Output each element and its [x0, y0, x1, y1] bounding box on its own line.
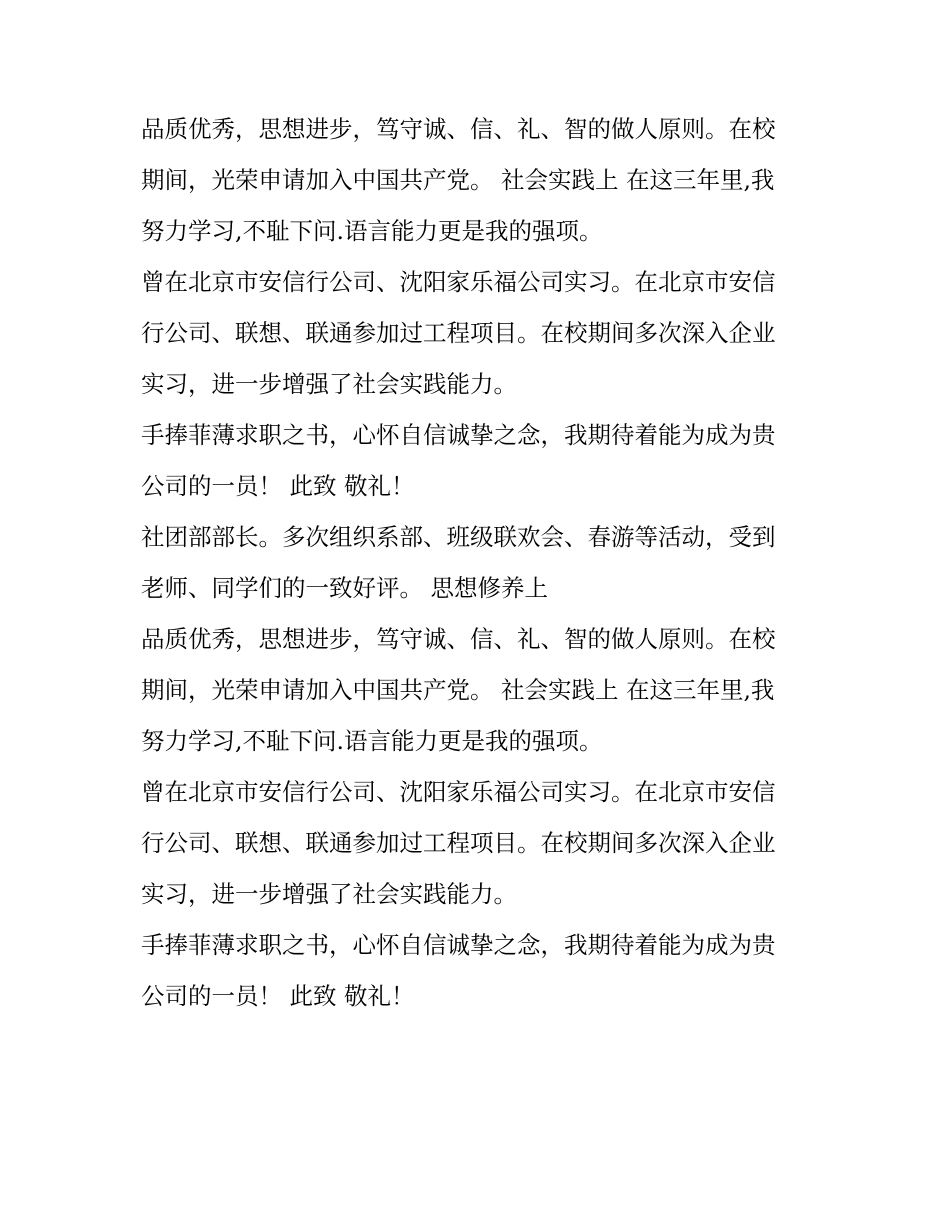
- paragraph-closing-repeat: [141, 920, 821, 1022]
- text-line: 期间，光荣申请加入中国共产党。 社会实践上 在这三年里,我: [141, 676, 775, 704]
- paragraph-internship-repeat: [141, 767, 821, 920]
- paragraph-internship: [141, 257, 821, 410]
- text-line: 努力学习,不耻下问.语言能力更是我的强项。: [141, 217, 603, 245]
- text-line: 实习，进一步增强了社会实践能力。: [141, 370, 517, 398]
- text-line: 公司的一员！ 此致 敬礼！: [141, 472, 415, 500]
- text-line: 行公司、联想、联通参加过工程项目。在校期间多次深入企业: [141, 829, 776, 857]
- text-line: 品质优秀，思想进步，笃守诚、信、礼、智的做人原则。在校: [141, 625, 776, 653]
- paragraph-quality-repeat: [141, 614, 821, 767]
- text-line: 曾在北京市安信行公司、沈阳家乐福公司实习。在北京市安信: [141, 778, 776, 806]
- text-line: 社团部部长。多次组织系部、班级联欢会、春游等活动，受到: [141, 523, 776, 551]
- text-line: 实习，进一步增强了社会实践能力。: [141, 880, 517, 908]
- text-line: 努力学习,不耻下问.语言能力更是我的强项。: [141, 727, 603, 755]
- text-line: 手捧菲薄求职之书，心怀自信诚挚之念，我期待着能为成为贵: [141, 931, 776, 959]
- text-line: 公司的一员！ 此致 敬礼！: [141, 982, 415, 1010]
- text-line: 手捧菲薄求职之书，心怀自信诚挚之念，我期待着能为成为贵: [141, 421, 776, 449]
- text-line: 行公司、联想、联通参加过工程项目。在校期间多次深入企业: [141, 319, 776, 347]
- document-page: [141, 104, 821, 1022]
- paragraph-club: [141, 512, 821, 614]
- text-line: 老师、同学们的一致好评。 思想修养上: [141, 574, 548, 602]
- text-line: 品质优秀，思想进步，笃守诚、信、礼、智的做人原则。在校: [141, 115, 776, 143]
- text-line: 曾在北京市安信行公司、沈阳家乐福公司实习。在北京市安信: [141, 268, 776, 296]
- text-line: 期间，光荣申请加入中国共产党。 社会实践上 在这三年里,我: [141, 166, 775, 194]
- paragraph-quality: [141, 104, 821, 257]
- paragraph-closing: [141, 410, 821, 512]
